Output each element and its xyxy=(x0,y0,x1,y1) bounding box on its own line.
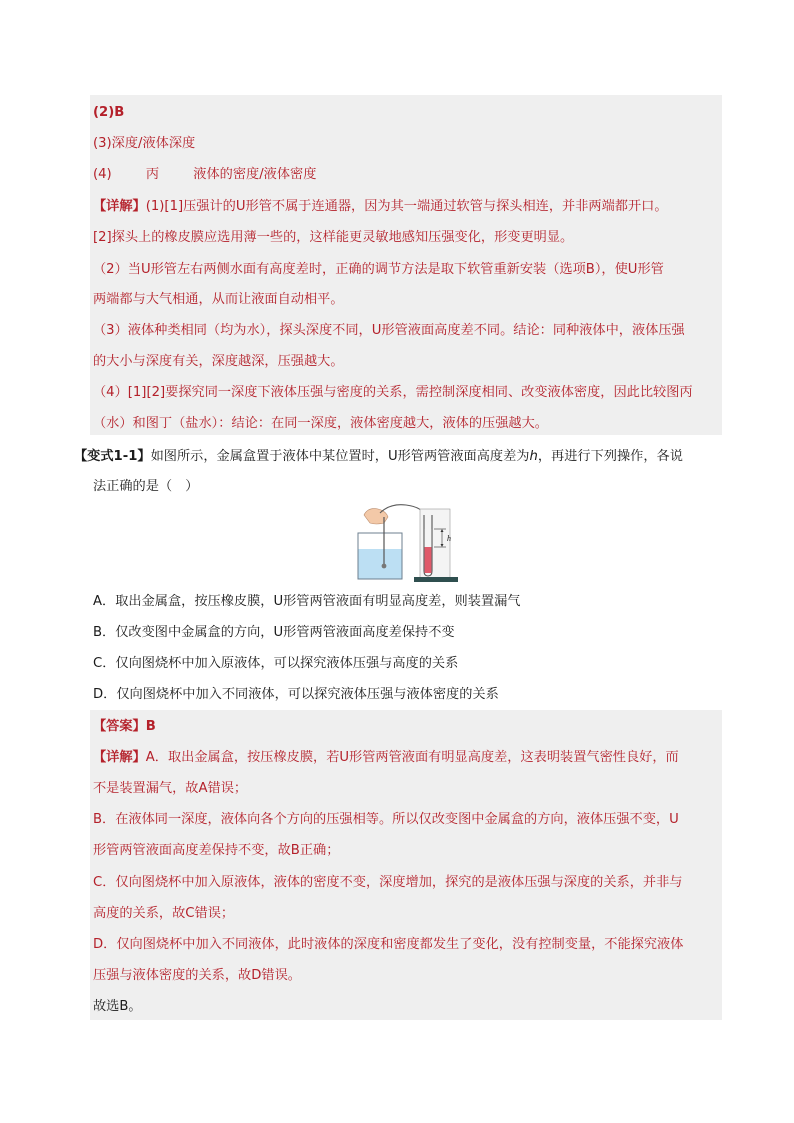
detail-line-2: 不是装置漏气，故A错误； xyxy=(93,781,248,796)
detail-line-1 xyxy=(93,748,721,768)
answer-value: B xyxy=(145,719,156,734)
prev-detail-line-5: （3）液体种类相同（均为水），探头深度不同，U形管液面高度差不同。结论：同种液体中，液体压强 xyxy=(93,323,685,338)
option-d: D．仅向图烧杯中加入不同液体，可以探究液体压强与液体密度的关系 xyxy=(93,687,499,702)
question-text-1-rest: ，再进行下列操作，各说 xyxy=(537,449,683,464)
beaker-liquid xyxy=(359,549,402,579)
conclusion: 故选B。 xyxy=(93,999,142,1014)
answer-part-3: (3)深度/液体深度 xyxy=(93,136,196,151)
detail-text-1: A．取出金属盒，按压橡皮膜，若U形管两管液面有明显高度差，这表明装置气密性良好，而 xyxy=(145,750,679,765)
stand-base xyxy=(414,577,458,582)
answer-part-4-number: (4) xyxy=(93,167,112,182)
prev-detail-line-8: （水）和图丁（盐水）：结论：在同一深度，液体密度越大，液体的压强越大。 xyxy=(93,416,548,431)
option-b: B．仅改变图中金属盒的方向，U形管两管液面高度差保持不变 xyxy=(93,625,455,640)
detail-tag: 【详解】 xyxy=(93,750,146,765)
question-text-1: 如图所示，金属盒置于液体中某位置时，U形管两管液面高度差为 xyxy=(150,449,530,464)
option-c: C．仅向图烧杯中加入原液体，可以探究液体压强与高度的关系 xyxy=(93,656,459,671)
manometer-figure xyxy=(350,503,470,585)
prev-detail-line-4: 两端都与大气相通，从而让液面自动相平。 xyxy=(93,292,344,307)
answer-tag: 【答案】 xyxy=(93,719,146,734)
answer-part-4-blank-2: 液体的密度/液体密度 xyxy=(193,167,317,182)
answer-part-4-blank-1: 丙 xyxy=(145,167,160,182)
detail-line-3: B．在液体同一深度，液体向各个方向的压强相等。所以仅改变图中金属盒的方向，液体压强不变，U xyxy=(93,812,679,827)
detail-line-8: 压强与液体密度的关系，故D错误。 xyxy=(93,968,301,983)
answer-line xyxy=(93,717,721,737)
detail-line-7: D．仅向图烧杯中加入不同液体，此时液体的深度和密度都发生了变化，没有控制变量，不能探究液体 xyxy=(93,937,684,952)
metal-box-probe xyxy=(382,564,387,569)
question-stem-line-1 xyxy=(74,447,724,467)
answer-part-2: (2)B xyxy=(93,105,125,120)
question-stem-line-2: 法正确的是（ ） xyxy=(93,479,199,494)
prev-detail-line-7: （4）[1][2]要探究同一深度下液体压强与密度的关系，需控制深度相同、改变液体密度，因此比较图丙 xyxy=(93,385,693,400)
detail-line-4: 形管两管液面高度差保持不变，故B正确； xyxy=(93,843,340,858)
option-a: A．取出金属盒，按压橡皮膜，U形管两管液面有明显高度差，则装置漏气 xyxy=(93,594,521,609)
prev-detail-line-2: [2]探头上的橡皮膜应选用薄一些的，这样能更灵敏地感知压强变化，形变更明显。 xyxy=(93,230,574,245)
prev-detail-tag: 【详解】 xyxy=(93,199,146,214)
question-tag: 【变式1-1】 xyxy=(74,449,151,464)
detail-line-6: 高度的关系，故C错误； xyxy=(93,906,235,921)
detail-line-5: C．仅向图烧杯中加入原液体，液体的密度不变，深度增加，探究的是液体压强与深度的关系，并非与 xyxy=(93,875,683,890)
prev-detail-line-3: （2）当U形管左右两侧水面有高度差时，正确的调节方法是取下软管重新安装（选项B），使U形管 xyxy=(93,262,664,277)
question-variable-h: h xyxy=(529,449,538,464)
prev-detail-line-1 xyxy=(93,197,721,217)
prev-detail-line-6: 的大小与深度有关，深度越深，压强越大。 xyxy=(93,354,344,369)
prev-detail-text-1: (1)[1]压强计的U形管不属于连通器，因为其一端通过软管与探头相连，并非两端都开口。 xyxy=(145,199,668,214)
figure-h-label: h xyxy=(447,534,451,543)
answer-part-4 xyxy=(93,165,721,185)
u-tube-liquid-left xyxy=(425,547,432,573)
